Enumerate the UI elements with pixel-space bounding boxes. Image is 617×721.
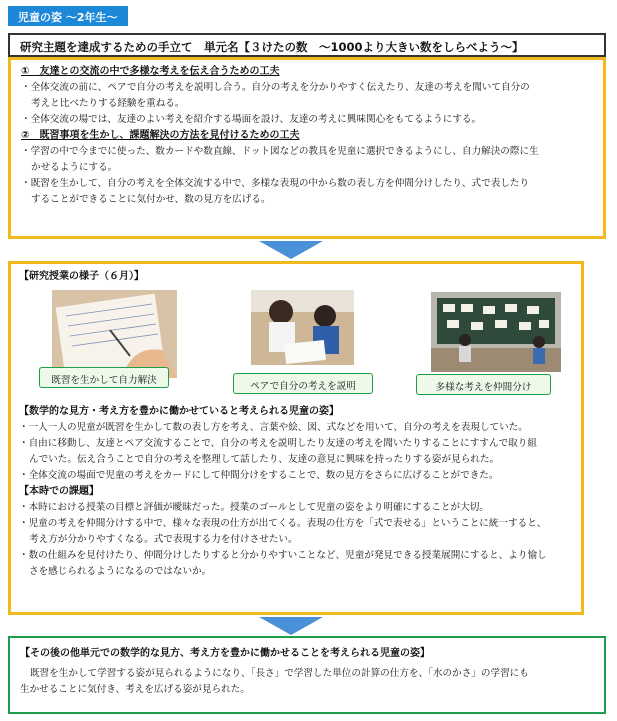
plan-section-2-title: ② 既習事項を生かし、課題解決の方法を見付けるための工夫 [21, 130, 300, 141]
plan-line: することができることに気付かせ、数の見方を広げる。 [31, 194, 271, 205]
after-line: 既習を生かして学習する姿が見られるようになり、「長さ」で学習した単位の計算の仕方を、「水のかさ」の学習にも [30, 668, 529, 679]
lesson-notes [19, 404, 579, 580]
plan-line: 考えと比べたりする経験を重ねる。 [31, 98, 185, 109]
thinking-heading: 【数学的な見方・考え方を豊かに働かせていると考えられる児童の姿】 [19, 406, 339, 417]
plan-section-1-title: ① 友達との交流の中で多様な考えを伝え合うための工夫 [21, 66, 280, 77]
caption-self-solving: 既習を生かして自力解決 [39, 367, 169, 388]
photo-pair-talk [251, 290, 354, 365]
plan-line: ・全体交流の場では、友達のよい考えを紹介する場面を設け、友達の考えに興味関心をもてるようにする。 [21, 114, 482, 125]
issues-heading: 【本時での課題】 [19, 486, 99, 497]
notes-line: ・本時における授業の目標と評価が曖昧だった。授業のゴールとして児童の姿をより明確にすることが大切。 [19, 502, 489, 513]
notes-line: さを感じられるようになるのではないか。 [29, 566, 212, 577]
caption-pair-talk: ペアで自分の考えを説明 [233, 373, 373, 394]
lesson-box [8, 261, 584, 615]
notes-line: ・一人一人の児童が既習を生かして数の表し方を考え、言葉や絵、図、式などを用いて、自分の考えを表現していた。 [19, 422, 528, 433]
down-arrow-icon [259, 241, 323, 259]
after-line: 生かせることに気付き、考えを広げる姿が見られた。 [20, 684, 250, 695]
down-arrow-icon [259, 617, 323, 635]
notes-line: ・自由に移動し、友達とペア交流することで、自分の考えを説明したり友達の考えを聞いたりすることにすすんで取り組 [19, 438, 537, 449]
plan-line: ・全体交流の前に、ペアで自分の考えを説明し合う。自分の考えを分かりやすく伝えたり、友達の考えを聞いて自分の [21, 82, 530, 93]
notes-line: んでいた。伝え合うことで自分の考えを整理して話したり、友達の意見に興味を持ったりする姿が見られた。 [29, 454, 500, 465]
unit-title: 研究主題を達成するための手立て 単元名【３けたの数 ～1000より大きい数をしらべよう～】 [8, 33, 606, 57]
photo-self-solving [52, 290, 177, 378]
after-title: 【その後の他単元での数学的な見方、考え方を豊かに働かせることを考えられる児童の姿】 [20, 648, 430, 659]
plan-box [8, 57, 606, 239]
notes-line: ・数の仕組みを見付けたり、仲間分けしたりすると分かりやすいことなど、児童が発見できる授業展開にすると、より愉し [19, 550, 547, 561]
plan-line: ・学習の中で今までに使った、数カードや数直線、ドット図などの教具を児童に選択できるようにし、自力解決の際に生 [21, 146, 539, 157]
plan-line: ・既習を生かして、自分の考えを全体交流する中で、多様な表現の中から数の表し方を仲間分けしたり、式で表したり [21, 178, 530, 189]
plan-line: かせるようにする。 [31, 162, 118, 173]
after-box [8, 636, 606, 714]
grade-tag: 児童の姿 ～2年生～ [8, 6, 128, 26]
notes-line: ・児童の考えを仲間分けする中で、様々な表現の仕方が出てくる。表現の仕方を「式で表せる」ということに統一すると、 [19, 518, 547, 529]
notes-line: 考え方が分かりやすくなる。式で表現する力を付けさせたい。 [29, 534, 298, 545]
lesson-title: 【研究授業の様子（６月）】 [19, 271, 144, 282]
photo-grouping [431, 292, 561, 372]
caption-grouping: 多様な考えを仲間分け [416, 374, 551, 395]
notes-line: ・全体交流の場面で児童の考えをカードにして仲間分けをすることで、数の見方をさらに広げることができた。 [19, 470, 499, 481]
